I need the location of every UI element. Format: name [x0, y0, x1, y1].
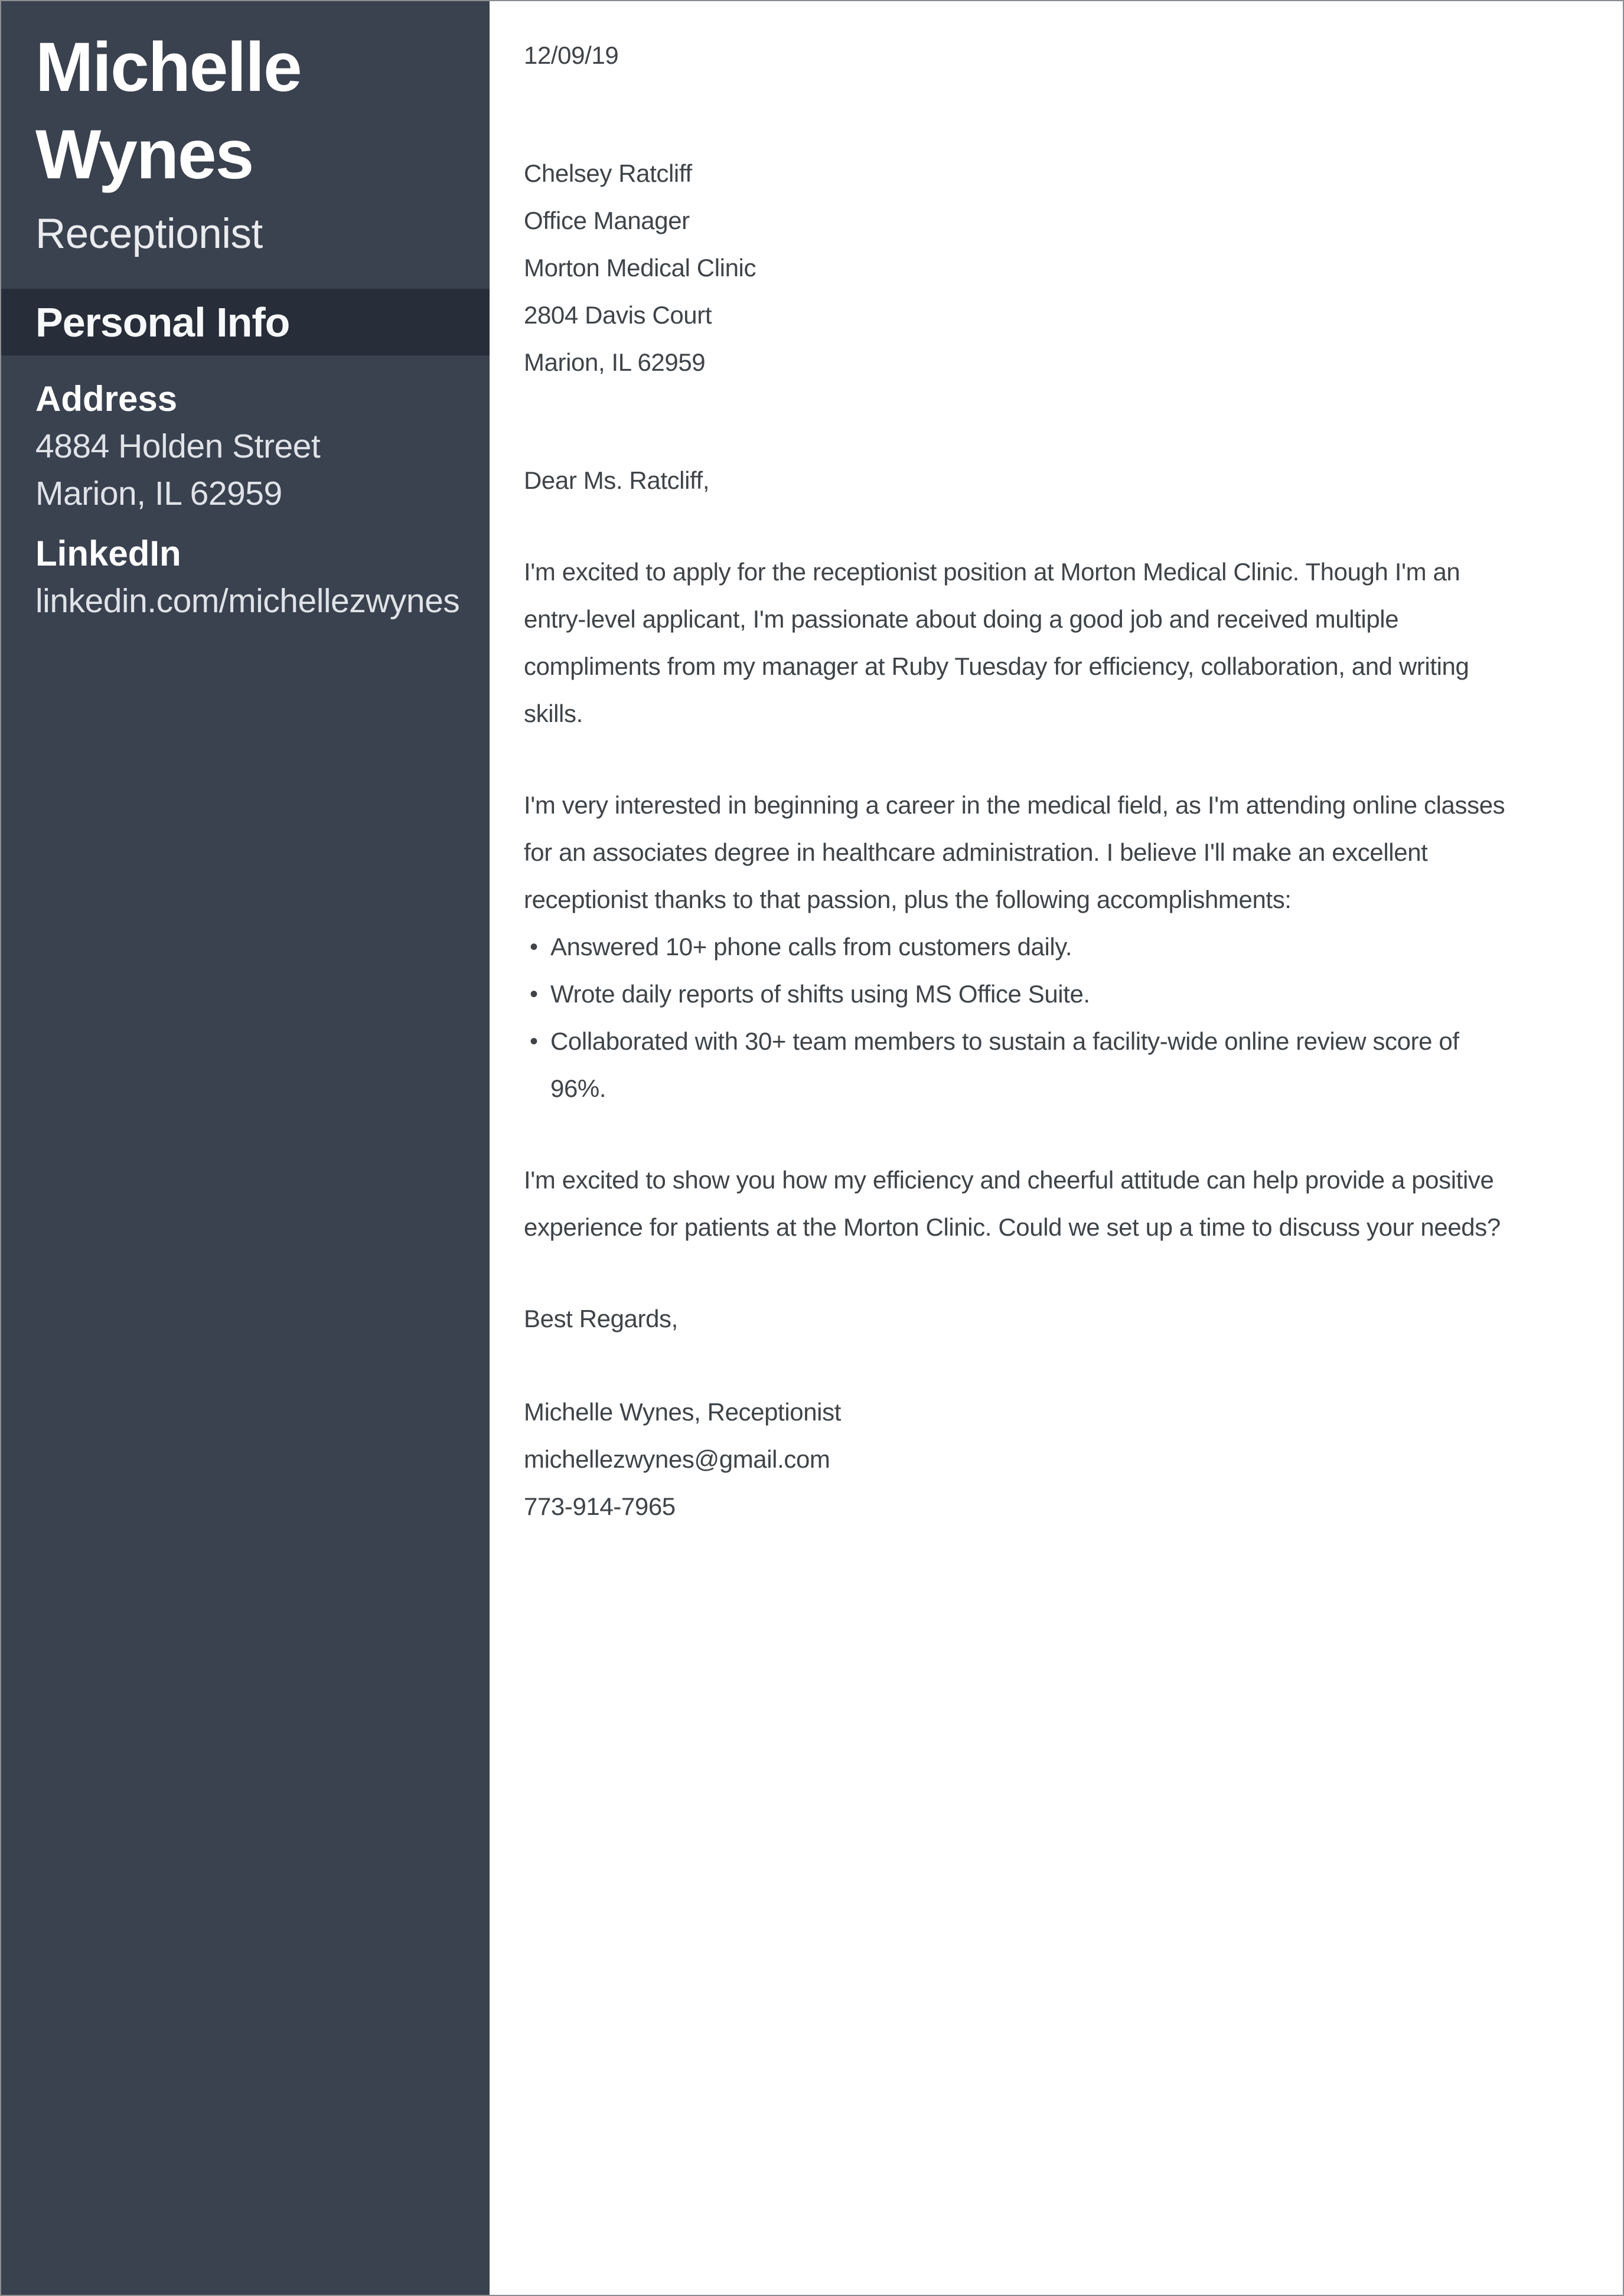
personal-info-label: Personal Info [35, 299, 290, 345]
address-line-2: Marion, IL 62959 [35, 475, 282, 512]
recipient-block [524, 150, 1602, 386]
accomplishments-list [524, 923, 1602, 1112]
linkedin-field [35, 530, 460, 625]
signature-name: Michelle Wynes, Receptionist [524, 1398, 841, 1426]
recipient-job-title: Office Manager [524, 207, 690, 234]
signature-block [524, 1389, 1602, 1530]
recipient-city: Marion, IL 62959 [524, 348, 706, 376]
signature-phone: 773-914-7965 [524, 1492, 676, 1520]
applicant-job-title: Receptionist [35, 211, 263, 257]
recipient-name: Chelsey Ratcliff [524, 159, 692, 187]
sidebar [1, 1, 490, 2295]
paragraph-interest: I'm very interested in beginning a career in the medical field, as I'm attending online classes for an associates degree in healthcare administration. I believe I'll make an excellent receptionist thanks to that passion, plus the following accomplishments: [524, 791, 1505, 913]
address-field [35, 375, 455, 517]
applicant-name [35, 24, 455, 198]
list-item-phone-calls: • Answered 10+ phone calls from customers daily. [524, 923, 1602, 971]
letter-body [490, 1, 1623, 2295]
linkedin-url: linkedin.com/michellezwynes [35, 582, 460, 620]
paragraph-closing: I'm excited to show you how my efficiency and cheerful attitude can help provide a positive experience for patients at the Morton Clinic. Could we set up a time to discuss your needs? [524, 1166, 1501, 1241]
personal-info-body [1, 375, 490, 625]
applicant-name-line2: Wynes [35, 116, 253, 194]
letter-date: 12/09/19 [524, 41, 619, 69]
address-line-1: 4884 Holden Street [35, 427, 321, 465]
applicant-name-line1: Michelle [35, 28, 301, 106]
recipient-company: Morton Medical Clinic [524, 254, 756, 282]
signature-email: michellezwynes@gmail.com [524, 1445, 830, 1473]
linkedin-label: LinkedIn [35, 534, 181, 573]
personal-info-section-header [1, 289, 490, 355]
signoff: Best Regards, [524, 1305, 678, 1332]
list-item-reports: • Wrote daily reports of shifts using MS Office Suite. [524, 971, 1602, 1018]
recipient-street: 2804 Davis Court [524, 301, 712, 329]
address-label: Address [35, 379, 178, 419]
applicant-header [1, 1, 490, 289]
salutation: Dear Ms. Ratcliff, [524, 466, 710, 494]
list-item-collaboration: • Collaborated with 30+ team members to sustain a facility-wide online review score of 96%. [524, 1018, 1602, 1112]
paragraph-intro: I'm excited to apply for the receptionist position at Morton Medical Clinic. Though I'm an entry-level applicant, I'm passionate about doing a good job and received multiple compliments from my manager at Ruby Tuesday for efficiency, collaboration, and writing skills. [524, 558, 1469, 727]
